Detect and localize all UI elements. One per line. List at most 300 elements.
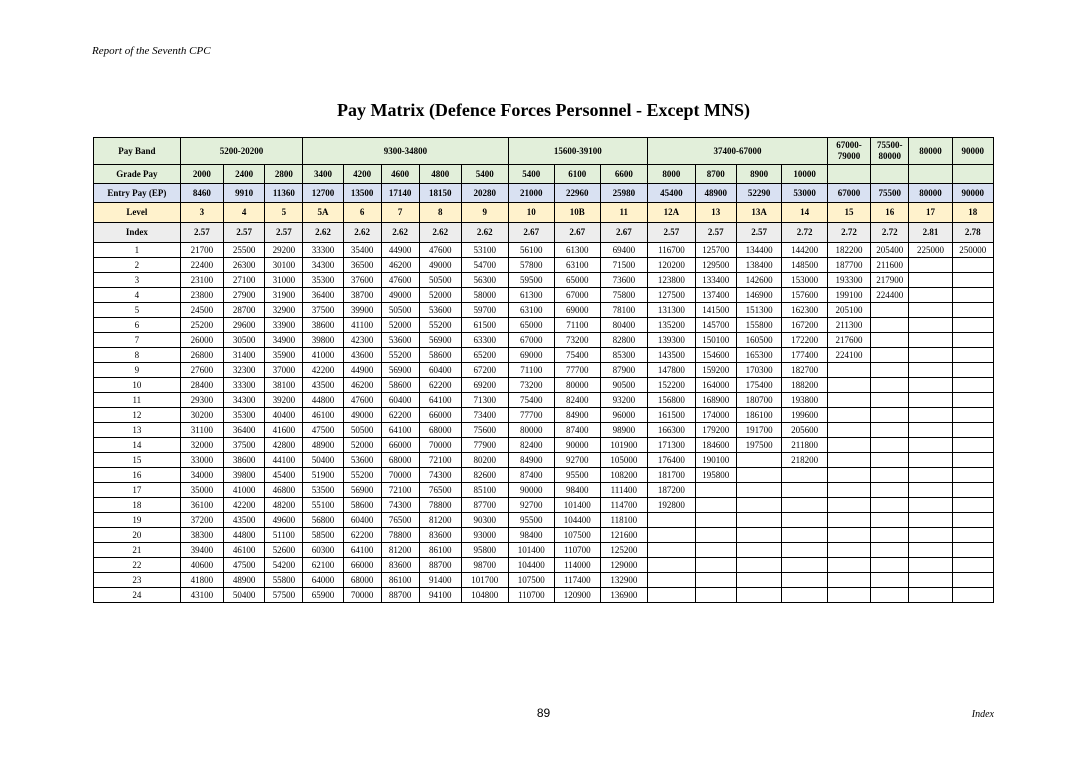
pay-cell: 31100 <box>180 423 223 438</box>
pay-cell: 121600 <box>600 528 648 543</box>
entry-pay-cell: 8460 <box>180 184 223 203</box>
pay-cell: 39800 <box>303 333 343 348</box>
row-number: 21 <box>94 543 181 558</box>
pay-cell: 120200 <box>648 258 696 273</box>
pay-cell <box>871 303 909 318</box>
pay-cell: 64100 <box>343 543 381 558</box>
table-row <box>94 483 994 498</box>
pay-cell: 188200 <box>782 378 827 393</box>
row-number: 24 <box>94 588 181 603</box>
pay-cell <box>952 468 993 483</box>
level-cell: 14 <box>782 203 827 223</box>
pay-cell <box>871 483 909 498</box>
pay-cell: 123800 <box>648 273 696 288</box>
index-cell: 2.67 <box>508 223 555 243</box>
table-row <box>94 258 994 273</box>
pay-cell <box>952 528 993 543</box>
pay-cell: 83600 <box>381 558 419 573</box>
pay-cell <box>827 468 870 483</box>
pay-cell: 58500 <box>303 528 343 543</box>
pay-cell: 56900 <box>343 483 381 498</box>
pay-cell: 91400 <box>419 573 461 588</box>
pay-cell <box>871 468 909 483</box>
pay-cell: 54700 <box>461 258 508 273</box>
pay-cell: 56100 <box>508 243 555 258</box>
pay-cell <box>648 528 696 543</box>
pay-cell: 69200 <box>461 378 508 393</box>
pay-cell: 49600 <box>265 513 303 528</box>
pay-cell: 217600 <box>827 333 870 348</box>
pay-cell <box>827 498 870 513</box>
pay-cell <box>871 453 909 468</box>
pay-cell: 95500 <box>508 513 555 528</box>
pay-cell: 82600 <box>461 468 508 483</box>
pay-cell <box>909 318 952 333</box>
pay-cell <box>782 468 827 483</box>
pay-cell: 44900 <box>343 363 381 378</box>
pay-cell: 192800 <box>648 498 696 513</box>
pay-cell: 94100 <box>419 588 461 603</box>
pay-cell: 101900 <box>600 438 648 453</box>
pay-cell: 44800 <box>224 528 265 543</box>
row-number: 13 <box>94 423 181 438</box>
pay-cell: 82400 <box>555 393 600 408</box>
pay-cell: 98900 <box>600 423 648 438</box>
pay-cell <box>952 288 993 303</box>
pay-cell: 116700 <box>648 243 696 258</box>
table-row <box>94 273 994 288</box>
pay-cell: 59500 <box>508 273 555 288</box>
pay-cell: 142600 <box>736 273 781 288</box>
level-label: Level <box>94 203 181 223</box>
entry-pay-cell: 48900 <box>695 184 736 203</box>
row-number: 11 <box>94 393 181 408</box>
pay-cell: 36400 <box>224 423 265 438</box>
pay-cell <box>909 303 952 318</box>
pay-band-cell: 9300-34800 <box>303 138 508 165</box>
pay-cell: 133400 <box>695 273 736 288</box>
entry-pay-cell: 45400 <box>648 184 696 203</box>
pay-cell: 31000 <box>265 273 303 288</box>
pay-cell: 72100 <box>381 483 419 498</box>
pay-band-label: Pay Band <box>94 138 181 165</box>
pay-cell: 50400 <box>303 453 343 468</box>
row-number: 6 <box>94 318 181 333</box>
pay-cell: 161500 <box>648 408 696 423</box>
pay-cell: 68000 <box>419 423 461 438</box>
grade-pay-cell: 8000 <box>648 165 696 184</box>
pay-cell: 43600 <box>343 348 381 363</box>
grade-pay-cell: 2000 <box>180 165 223 184</box>
pay-cell <box>871 393 909 408</box>
pay-cell: 24500 <box>180 303 223 318</box>
table-row <box>94 468 994 483</box>
pay-cell: 69000 <box>555 303 600 318</box>
pay-cell: 32300 <box>224 363 265 378</box>
pay-cell <box>952 438 993 453</box>
index-cell: 2.62 <box>381 223 419 243</box>
table-row <box>94 288 994 303</box>
pay-cell <box>736 513 781 528</box>
pay-cell <box>871 408 909 423</box>
entry-pay-cell: 18150 <box>419 184 461 203</box>
table-row <box>94 453 994 468</box>
pay-cell: 67000 <box>508 333 555 348</box>
level-row <box>94 203 994 223</box>
pay-cell: 144200 <box>782 243 827 258</box>
pay-cell: 225000 <box>909 243 952 258</box>
pay-cell: 64100 <box>419 393 461 408</box>
row-number: 8 <box>94 348 181 363</box>
pay-cell: 78800 <box>381 528 419 543</box>
pay-cell: 193800 <box>782 393 827 408</box>
pay-cell <box>736 543 781 558</box>
pay-cell <box>909 423 952 438</box>
pay-cell: 90300 <box>461 513 508 528</box>
pay-cell: 60400 <box>381 393 419 408</box>
row-number: 20 <box>94 528 181 543</box>
table-row <box>94 348 994 363</box>
pay-cell: 66000 <box>419 408 461 423</box>
pay-cell <box>648 588 696 603</box>
pay-cell <box>871 423 909 438</box>
pay-cell: 104400 <box>508 558 555 573</box>
pay-cell: 29300 <box>180 393 223 408</box>
index-cell: 2.62 <box>303 223 343 243</box>
pay-cell: 211600 <box>871 258 909 273</box>
pay-cell: 46200 <box>343 378 381 393</box>
table-row <box>94 333 994 348</box>
pay-cell: 32900 <box>265 303 303 318</box>
pay-cell: 90500 <box>600 378 648 393</box>
pay-cell: 32000 <box>180 438 223 453</box>
pay-cell <box>827 363 870 378</box>
pay-cell: 42800 <box>265 438 303 453</box>
table-row <box>94 393 994 408</box>
pay-cell: 83600 <box>419 528 461 543</box>
grade-pay-cell: 3400 <box>303 165 343 184</box>
pay-cell: 65200 <box>461 348 508 363</box>
pay-cell: 165300 <box>736 348 781 363</box>
pay-cell: 88700 <box>419 558 461 573</box>
pay-cell: 125200 <box>600 543 648 558</box>
pay-cell: 205600 <box>782 423 827 438</box>
pay-cell: 62100 <box>303 558 343 573</box>
pay-cell: 44800 <box>303 393 343 408</box>
pay-cell: 187700 <box>827 258 870 273</box>
pay-cell: 48900 <box>303 438 343 453</box>
level-cell: 13 <box>695 203 736 223</box>
pay-cell <box>952 318 993 333</box>
pay-cell: 34900 <box>265 333 303 348</box>
index-cell: 2.57 <box>265 223 303 243</box>
table-row <box>94 573 994 588</box>
grade-pay-cell: 6600 <box>600 165 648 184</box>
pay-cell: 36100 <box>180 498 223 513</box>
index-cell: 2.72 <box>827 223 870 243</box>
pay-cell: 60400 <box>419 363 461 378</box>
pay-cell: 172200 <box>782 333 827 348</box>
level-cell: 8 <box>419 203 461 223</box>
pay-cell: 187200 <box>648 483 696 498</box>
pay-cell: 39200 <box>265 393 303 408</box>
pay-cell: 75400 <box>555 348 600 363</box>
pay-cell <box>909 438 952 453</box>
grade-pay-cell: 2400 <box>224 165 265 184</box>
pay-cell: 67000 <box>555 288 600 303</box>
level-cell: 4 <box>224 203 265 223</box>
pay-cell: 98700 <box>461 558 508 573</box>
pay-cell: 35300 <box>224 408 265 423</box>
pay-cell <box>952 393 993 408</box>
level-cell: 16 <box>871 203 909 223</box>
level-cell: 7 <box>381 203 419 223</box>
pay-cell: 190100 <box>695 453 736 468</box>
index-link[interactable]: Index <box>971 709 994 720</box>
pay-cell: 148500 <box>782 258 827 273</box>
pay-cell: 118100 <box>600 513 648 528</box>
pay-cell <box>695 573 736 588</box>
page-title: Pay Matrix (Defence Forces Personnel - Except MNS) <box>336 100 751 120</box>
pay-cell: 69000 <box>508 348 555 363</box>
pay-cell: 53100 <box>461 243 508 258</box>
level-cell: 13A <box>736 203 781 223</box>
pay-cell: 147800 <box>648 363 696 378</box>
pay-cell: 96000 <box>600 408 648 423</box>
pay-band-cell: 80000 <box>909 138 952 165</box>
pay-cell: 141500 <box>695 303 736 318</box>
entry-pay-cell: 80000 <box>909 184 952 203</box>
report-header: Report of the Seventh CPC <box>92 45 211 57</box>
pay-cell: 33900 <box>265 318 303 333</box>
pay-cell: 34300 <box>303 258 343 273</box>
row-number: 23 <box>94 573 181 588</box>
pay-cell <box>695 528 736 543</box>
pay-cell: 138400 <box>736 258 781 273</box>
level-cell: 3 <box>180 203 223 223</box>
pay-cell: 73200 <box>555 333 600 348</box>
pay-cell: 110700 <box>508 588 555 603</box>
index-cell: 2.78 <box>952 223 993 243</box>
pay-cell: 87700 <box>461 498 508 513</box>
pay-cell: 50500 <box>343 423 381 438</box>
entry-pay-cell: 53000 <box>782 184 827 203</box>
grade-pay-cell: 6100 <box>555 165 600 184</box>
entry-pay-cell: 9910 <box>224 184 265 203</box>
pay-cell <box>827 408 870 423</box>
pay-cell <box>736 468 781 483</box>
pay-cell <box>871 543 909 558</box>
pay-cell: 88700 <box>381 588 419 603</box>
entry-pay-cell: 11360 <box>265 184 303 203</box>
pay-cell: 57800 <box>508 258 555 273</box>
pay-cell: 98400 <box>555 483 600 498</box>
pay-cell: 47600 <box>343 393 381 408</box>
entry-pay-cell: 20280 <box>461 184 508 203</box>
pay-cell: 224400 <box>871 288 909 303</box>
pay-cell: 151300 <box>736 303 781 318</box>
pay-cell: 37600 <box>343 273 381 288</box>
pay-cell: 49000 <box>419 258 461 273</box>
pay-cell: 217900 <box>871 273 909 288</box>
entry-pay-cell: 25980 <box>600 184 648 203</box>
index-cell: 2.57 <box>180 223 223 243</box>
pay-cell <box>909 273 952 288</box>
pay-cell: 174000 <box>695 408 736 423</box>
level-cell: 18 <box>952 203 993 223</box>
pay-cell <box>782 543 827 558</box>
pay-cell <box>909 363 952 378</box>
pay-cell: 75600 <box>461 423 508 438</box>
pay-cell <box>952 543 993 558</box>
pay-cell: 193300 <box>827 273 870 288</box>
pay-cell: 43500 <box>224 513 265 528</box>
pay-cell: 164000 <box>695 378 736 393</box>
pay-cell: 73600 <box>600 273 648 288</box>
row-number: 14 <box>94 438 181 453</box>
pay-cell: 87900 <box>600 363 648 378</box>
pay-cell: 186100 <box>736 408 781 423</box>
index-cell: 2.81 <box>909 223 952 243</box>
pay-cell <box>952 453 993 468</box>
pay-cell: 37500 <box>224 438 265 453</box>
pay-cell: 135200 <box>648 318 696 333</box>
pay-cell: 71100 <box>508 363 555 378</box>
pay-cell: 120900 <box>555 588 600 603</box>
pay-cell: 95800 <box>461 543 508 558</box>
entry-pay-row <box>94 184 994 203</box>
pay-cell: 37000 <box>265 363 303 378</box>
pay-cell: 157600 <box>782 288 827 303</box>
pay-cell: 41600 <box>265 423 303 438</box>
table-row <box>94 408 994 423</box>
pay-cell <box>736 528 781 543</box>
pay-cell: 65000 <box>555 273 600 288</box>
pay-cell <box>909 498 952 513</box>
pay-cell <box>909 573 952 588</box>
pay-cell: 36500 <box>343 258 381 273</box>
pay-cell: 35900 <box>265 348 303 363</box>
pay-cell: 197500 <box>736 438 781 453</box>
pay-cell <box>909 588 952 603</box>
pay-cell <box>909 258 952 273</box>
pay-cell <box>648 558 696 573</box>
pay-cell <box>952 303 993 318</box>
pay-cell <box>871 348 909 363</box>
pay-cell <box>782 558 827 573</box>
pay-cell <box>952 258 993 273</box>
pay-cell: 55200 <box>419 318 461 333</box>
pay-cell: 38700 <box>343 288 381 303</box>
pay-cell: 28400 <box>180 378 223 393</box>
pay-cell: 29200 <box>265 243 303 258</box>
pay-cell: 205400 <box>871 243 909 258</box>
pay-cell: 38300 <box>180 528 223 543</box>
pay-cell <box>952 573 993 588</box>
pay-cell: 51100 <box>265 528 303 543</box>
pay-cell: 48900 <box>224 573 265 588</box>
pay-cell: 92700 <box>508 498 555 513</box>
pay-cell: 22400 <box>180 258 223 273</box>
index-cell: 2.57 <box>736 223 781 243</box>
pay-cell <box>909 408 952 423</box>
index-cell: 2.62 <box>461 223 508 243</box>
index-cell: 2.62 <box>343 223 381 243</box>
pay-cell: 129000 <box>600 558 648 573</box>
grade-pay-cell <box>909 165 952 184</box>
pay-cell: 152200 <box>648 378 696 393</box>
level-cell: 17 <box>909 203 952 223</box>
pay-cell <box>782 573 827 588</box>
pay-cell: 70000 <box>343 588 381 603</box>
pay-cell: 69400 <box>600 243 648 258</box>
pay-cell: 39800 <box>224 468 265 483</box>
table-row <box>94 588 994 603</box>
pay-cell: 58000 <box>461 288 508 303</box>
pay-band-cell: 67000- 79000 <box>827 138 870 165</box>
index-cell: 2.57 <box>648 223 696 243</box>
pay-cell: 101400 <box>555 498 600 513</box>
pay-cell: 153000 <box>782 273 827 288</box>
pay-cell: 224100 <box>827 348 870 363</box>
pay-cell: 171300 <box>648 438 696 453</box>
pay-cell: 46100 <box>303 408 343 423</box>
pay-cell: 167200 <box>782 318 827 333</box>
grade-pay-label: Grade Pay <box>94 165 181 184</box>
pay-cell: 30200 <box>180 408 223 423</box>
pay-cell: 87400 <box>555 423 600 438</box>
pay-cell: 68000 <box>343 573 381 588</box>
pay-cell: 33300 <box>303 243 343 258</box>
pay-cell: 26800 <box>180 348 223 363</box>
pay-cell: 38100 <box>265 378 303 393</box>
pay-cell: 74300 <box>419 468 461 483</box>
pay-cell: 49000 <box>381 288 419 303</box>
pay-cell: 191700 <box>736 423 781 438</box>
grade-pay-cell: 5400 <box>461 165 508 184</box>
pay-cell: 55200 <box>343 468 381 483</box>
pay-cell: 154600 <box>695 348 736 363</box>
pay-cell: 34000 <box>180 468 223 483</box>
pay-cell <box>782 513 827 528</box>
level-cell: 5A <box>303 203 343 223</box>
pay-cell: 27900 <box>224 288 265 303</box>
pay-band-cell: 15600-39100 <box>508 138 648 165</box>
table-row <box>94 243 994 258</box>
pay-cell <box>871 438 909 453</box>
pay-cell <box>648 573 696 588</box>
pay-cell: 114700 <box>600 498 648 513</box>
pay-cell: 52000 <box>381 318 419 333</box>
pay-cell: 211300 <box>827 318 870 333</box>
pay-cell: 58600 <box>381 378 419 393</box>
pay-cell: 70000 <box>419 438 461 453</box>
grade-pay-cell: 4200 <box>343 165 381 184</box>
pay-cell: 136900 <box>600 588 648 603</box>
row-number: 2 <box>94 258 181 273</box>
pay-cell: 49000 <box>343 408 381 423</box>
pay-cell: 53600 <box>419 303 461 318</box>
pay-cell: 33000 <box>180 453 223 468</box>
pay-cell: 73200 <box>508 378 555 393</box>
pay-cell: 56300 <box>461 273 508 288</box>
pay-cell <box>909 333 952 348</box>
pay-cell <box>909 513 952 528</box>
table-row <box>94 318 994 333</box>
pay-band-row <box>94 138 994 165</box>
pay-cell: 30100 <box>265 258 303 273</box>
pay-cell: 73400 <box>461 408 508 423</box>
